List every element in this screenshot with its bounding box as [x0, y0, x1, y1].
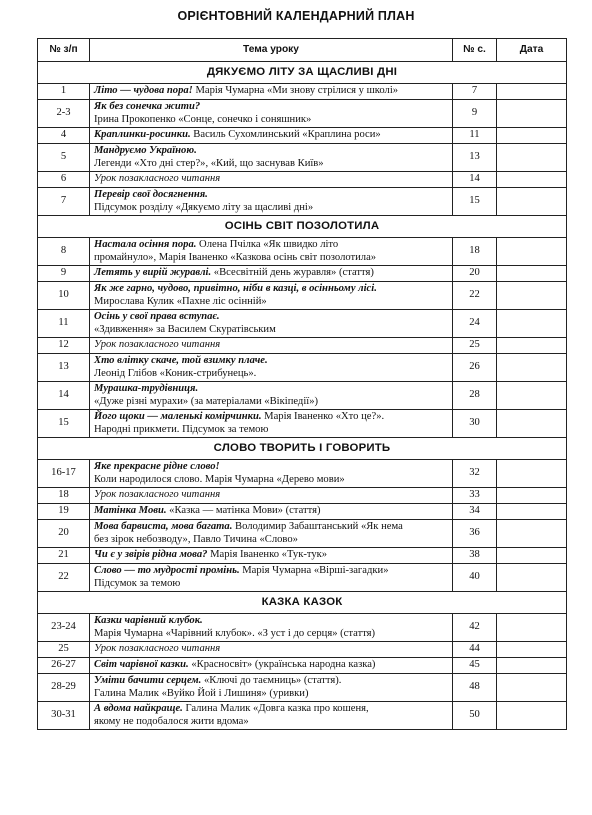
table-row: [38, 410, 567, 438]
date-cell[interactable]: [497, 520, 567, 548]
topic-line: [94, 85, 448, 98]
lesson-topic: [90, 338, 453, 354]
lesson-number: 7: [38, 188, 90, 216]
table-row: [38, 128, 567, 144]
topic-text: Марія Чумарна «Чарівний клубок». «З уст і до серця» (стаття): [94, 627, 376, 639]
page-number: 22: [453, 282, 497, 310]
topic-text: Леонід Глібов «Коник-стрибунець».: [94, 367, 257, 379]
topic-text: промайнуло», Марія Іваненко «Казкова осінь світ позолотила»: [94, 251, 377, 263]
topic-text: Легенди «Хто дні стер?», «Кий, що заснував Київ»: [94, 157, 324, 169]
topic-line: [94, 615, 448, 628]
lesson-topic: [90, 642, 453, 658]
section-heading-row: [38, 438, 567, 460]
lesson-topic: [90, 674, 453, 702]
topic-text: «Красносвіт» (українська народна казка): [188, 659, 376, 671]
date-cell[interactable]: [497, 548, 567, 564]
topic-text: «Дуже різні мурахи» (за матеріалами «Вікіпедії»): [94, 395, 319, 407]
topic-line: [94, 355, 448, 368]
topic-note-text: Урок позакласного читання: [94, 489, 221, 501]
page-number: 20: [453, 266, 497, 282]
topic-line: [94, 628, 448, 641]
header-num: № з/п: [38, 39, 90, 62]
date-cell[interactable]: [497, 238, 567, 266]
topic-line: [94, 675, 448, 688]
lesson-topic: [90, 128, 453, 144]
lesson-topic: [90, 702, 453, 730]
page-number: 28: [453, 382, 497, 410]
lesson-number: 2-3: [38, 100, 90, 128]
topic-line: [94, 283, 448, 296]
lesson-number: 5: [38, 144, 90, 172]
date-cell[interactable]: [497, 338, 567, 354]
date-cell[interactable]: [497, 172, 567, 188]
header-topic: Тема уроку: [90, 39, 453, 62]
topic-text: Василь Сухомлинський «Краплина роси»: [190, 129, 381, 141]
date-cell[interactable]: [497, 504, 567, 520]
topic-note-text: Урок позакласного читання: [94, 339, 221, 351]
date-cell[interactable]: [497, 84, 567, 100]
lesson-number: 9: [38, 266, 90, 282]
topic-heading-text: Мова барвиста, мова багата.: [94, 520, 233, 532]
lesson-number: 10: [38, 282, 90, 310]
table-row: [38, 564, 567, 592]
lesson-number: 30-31: [38, 702, 90, 730]
topic-line: [94, 239, 448, 252]
lesson-number: 22: [38, 564, 90, 592]
lesson-number: 28-29: [38, 674, 90, 702]
page-number: 25: [453, 338, 497, 354]
topic-heading-text: Хто влітку скаче, той взимку плаче.: [94, 354, 268, 366]
lesson-topic: [90, 310, 453, 338]
lesson-number: 23-24: [38, 614, 90, 642]
lesson-topic: [90, 172, 453, 188]
lesson-topic: [90, 188, 453, 216]
table-row: [38, 504, 567, 520]
lesson-number: 16-17: [38, 460, 90, 488]
section-heading: СЛОВО ТВОРИТЬ І ГОВОРИТЬ: [38, 438, 567, 460]
topic-text: «Ключі до таємниць» (стаття).: [201, 674, 342, 686]
page-number: 13: [453, 144, 497, 172]
table-row: [38, 172, 567, 188]
lesson-number: 18: [38, 488, 90, 504]
lesson-number: 25: [38, 642, 90, 658]
topic-heading-text: Літо — чудова пора!: [94, 85, 193, 97]
table-row: [38, 674, 567, 702]
topic-text: Володимир Забаштанський «Як нема: [232, 520, 403, 532]
lesson-topic: [90, 84, 453, 100]
lesson-number: 14: [38, 382, 90, 410]
table-row: [38, 266, 567, 282]
topic-line: [94, 324, 448, 337]
table-row: [38, 100, 567, 128]
topic-line: [94, 368, 448, 381]
calendar-plan-table: [37, 38, 567, 730]
header-date: Дата: [497, 39, 567, 62]
date-cell[interactable]: [497, 564, 567, 592]
table-row: [38, 614, 567, 642]
topic-line: [94, 252, 448, 265]
topic-line: [94, 129, 448, 142]
topic-text: «Всесвітній день журавля» (стаття): [211, 267, 374, 279]
date-cell[interactable]: [497, 658, 567, 674]
topic-heading-text: Мандруємо Україною.: [94, 144, 197, 156]
table-row: [38, 238, 567, 266]
page-number: 18: [453, 238, 497, 266]
page-number: 32: [453, 460, 497, 488]
lesson-topic: [90, 548, 453, 564]
topic-text: Мирослава Кулик «Пахне ліс осінній»: [94, 295, 267, 307]
lesson-number: 20: [38, 520, 90, 548]
page-number: 48: [453, 674, 497, 702]
section-heading: КАЗКА КАЗОК: [38, 592, 567, 614]
date-cell[interactable]: [497, 382, 567, 410]
topic-line: [94, 101, 448, 114]
page-number: 44: [453, 642, 497, 658]
page-number: 50: [453, 702, 497, 730]
date-cell[interactable]: [497, 614, 567, 642]
topic-heading-text: Як же гарно, чудово, привітно, ніби в казці, в осінньому лісі.: [94, 282, 377, 294]
date-cell[interactable]: [497, 354, 567, 382]
date-cell[interactable]: [497, 410, 567, 438]
topic-text: Марія Чумарна «Ми знову стрілися у школі»: [192, 85, 399, 97]
lesson-topic: [90, 266, 453, 282]
lesson-topic: [90, 382, 453, 410]
topic-line: [94, 311, 448, 324]
lesson-number: 21: [38, 548, 90, 564]
topic-text: Підсумок розділу «Дякуємо літу за щасливі дні»: [94, 201, 314, 213]
topic-line: [94, 565, 448, 578]
topic-line: [94, 424, 448, 437]
lesson-number: 13: [38, 354, 90, 382]
date-cell[interactable]: [497, 674, 567, 702]
date-cell[interactable]: [497, 642, 567, 658]
date-cell[interactable]: [497, 188, 567, 216]
topic-line: [94, 643, 448, 656]
topic-line: [94, 578, 448, 591]
topic-line: [94, 505, 448, 518]
topic-line: [94, 461, 448, 474]
table-body: [38, 62, 567, 730]
lesson-number: 8: [38, 238, 90, 266]
table-row: [38, 460, 567, 488]
date-cell[interactable]: [497, 282, 567, 310]
lesson-topic: [90, 488, 453, 504]
lesson-topic: [90, 100, 453, 128]
lesson-topic: [90, 354, 453, 382]
page-number: 24: [453, 310, 497, 338]
section-heading: ДЯКУЄМО ЛІТУ ЗА ЩАСЛИВІ ДНІ: [38, 62, 567, 84]
topic-text: Марія Іваненко «Хто це?».: [261, 410, 385, 422]
header-page: № с.: [453, 39, 497, 62]
topic-note-text: Урок позакласного читання: [94, 643, 221, 655]
table-row: [38, 548, 567, 564]
topic-line: [94, 534, 448, 547]
topic-line: [94, 659, 448, 672]
topic-heading-text: Слово — то мудрості промінь.: [94, 564, 240, 576]
date-cell[interactable]: [497, 100, 567, 128]
topic-line: [94, 296, 448, 309]
table-row: [38, 354, 567, 382]
table-row: [38, 338, 567, 354]
topic-text: Ірина Прокопенко «Сонце, сонечко і соняшник»: [94, 113, 312, 125]
table-row: [38, 658, 567, 674]
topic-heading-text: Мурашка-трудівниця.: [94, 382, 199, 394]
page-number: 30: [453, 410, 497, 438]
lesson-number: 19: [38, 504, 90, 520]
lesson-topic: [90, 460, 453, 488]
table-row: [38, 310, 567, 338]
page-number: 9: [453, 100, 497, 128]
topic-heading-text: Матінка Мови.: [94, 505, 167, 517]
table-row: [38, 382, 567, 410]
topic-line: [94, 114, 448, 127]
lesson-topic: [90, 520, 453, 548]
table-row: [38, 488, 567, 504]
topic-heading-text: Осінь у свої права вступає.: [94, 310, 220, 322]
table-row: [38, 144, 567, 172]
table-row: [38, 702, 567, 730]
page-number: 15: [453, 188, 497, 216]
topic-heading-text: Казки чарівний клубок.: [94, 614, 203, 626]
topic-text: якому не подобалося жити вдома»: [94, 715, 249, 727]
lesson-number: 4: [38, 128, 90, 144]
topic-line: [94, 339, 448, 352]
lesson-number: 15: [38, 410, 90, 438]
topic-line: [94, 145, 448, 158]
topic-heading-text: А вдома найкраще.: [94, 702, 183, 714]
topic-text: Марія Чумарна «Вірші-загадки»: [239, 564, 389, 576]
topic-line: [94, 716, 448, 729]
table-header-row: [38, 39, 567, 62]
page-number: 7: [453, 84, 497, 100]
lesson-topic: [90, 238, 453, 266]
page-number: 14: [453, 172, 497, 188]
topic-line: [94, 489, 448, 502]
topic-text: Галина Малик «Довга казка про кошеня,: [182, 702, 369, 714]
page-title: ОРІЄНТОВНИЙ КАЛЕНДАРНИЙ ПЛАН: [177, 9, 415, 23]
table-row: [38, 188, 567, 216]
topic-line: [94, 521, 448, 534]
topic-line: [94, 688, 448, 701]
topic-note-text: Урок позакласного читання: [94, 173, 221, 185]
page-number: 11: [453, 128, 497, 144]
page-number: 42: [453, 614, 497, 642]
section-heading-row: [38, 592, 567, 614]
page-number: 36: [453, 520, 497, 548]
table-row: [38, 282, 567, 310]
lesson-number: 6: [38, 172, 90, 188]
lesson-topic: [90, 564, 453, 592]
lesson-topic: [90, 410, 453, 438]
lesson-number: 12: [38, 338, 90, 354]
lesson-topic: [90, 614, 453, 642]
section-heading: ОСІНЬ СВІТ ПОЗОЛОТИЛА: [38, 216, 567, 238]
topic-text: без зірок небозводу», Павло Тичина «Слово»: [94, 533, 298, 545]
page-number: 40: [453, 564, 497, 592]
topic-heading-text: Перевір свої досягнення.: [94, 188, 208, 200]
topic-line: [94, 703, 448, 716]
lesson-number: 26-27: [38, 658, 90, 674]
topic-text: «Здивження» за Василем Скуратівським: [94, 323, 276, 335]
page-number: 38: [453, 548, 497, 564]
page-number: 33: [453, 488, 497, 504]
date-cell[interactable]: [497, 266, 567, 282]
lesson-topic: [90, 144, 453, 172]
topic-heading-text: Краплинки-росинки.: [94, 129, 191, 141]
topic-line: [94, 474, 448, 487]
topic-text: Галина Малик «Вуйко Йой і Лишиня» (уривки): [94, 687, 309, 699]
topic-text: Марія Іваненко «Тук-тук»: [207, 549, 328, 561]
topic-line: [94, 411, 448, 424]
date-cell[interactable]: [497, 702, 567, 730]
date-cell[interactable]: [497, 144, 567, 172]
topic-line: [94, 158, 448, 171]
topic-text: «Казка — матінка Мови» (стаття): [166, 505, 321, 517]
page-number: 45: [453, 658, 497, 674]
topic-heading-text: Яке прекрасне рідне слово!: [94, 460, 220, 472]
table-row: [38, 520, 567, 548]
table-row: [38, 84, 567, 100]
topic-text: Народні прикмети. Підсумок за темою: [94, 423, 269, 435]
topic-heading-text: Його щоки — маленькі комірчинки.: [94, 410, 262, 422]
lesson-topic: [90, 658, 453, 674]
topic-text: Підсумок за темою: [94, 577, 181, 589]
date-cell[interactable]: [497, 460, 567, 488]
section-heading-row: [38, 216, 567, 238]
section-heading-row: [38, 62, 567, 84]
lesson-topic: [90, 282, 453, 310]
topic-line: [94, 202, 448, 215]
lesson-number: 11: [38, 310, 90, 338]
topic-heading-text: Настала осіння пора.: [94, 238, 197, 250]
lesson-topic: [90, 504, 453, 520]
topic-line: [94, 549, 448, 562]
topic-heading-text: Чи є у звірів рідна мова?: [94, 549, 208, 561]
topic-heading-text: Світ чарівної казки.: [94, 659, 189, 671]
date-cell[interactable]: [497, 488, 567, 504]
topic-line: [94, 383, 448, 396]
topic-heading-text: Летять у вирій журавлі.: [94, 267, 212, 279]
topic-line: [94, 267, 448, 280]
topic-text: Олена Пчілка «Як швидко літо: [196, 238, 339, 250]
date-cell[interactable]: [497, 128, 567, 144]
page-number: 34: [453, 504, 497, 520]
topic-line: [94, 396, 448, 409]
topic-line: [94, 189, 448, 202]
table-row: [38, 642, 567, 658]
topic-heading-text: Уміти бачити серцем.: [94, 674, 202, 686]
topic-text: Коли народилося слово. Марія Чумарна «Дерево мови»: [94, 473, 345, 485]
page-number: 26: [453, 354, 497, 382]
date-cell[interactable]: [497, 310, 567, 338]
topic-heading-text: Як без сонечка жити?: [94, 100, 201, 112]
topic-line: [94, 173, 448, 186]
lesson-number: 1: [38, 84, 90, 100]
